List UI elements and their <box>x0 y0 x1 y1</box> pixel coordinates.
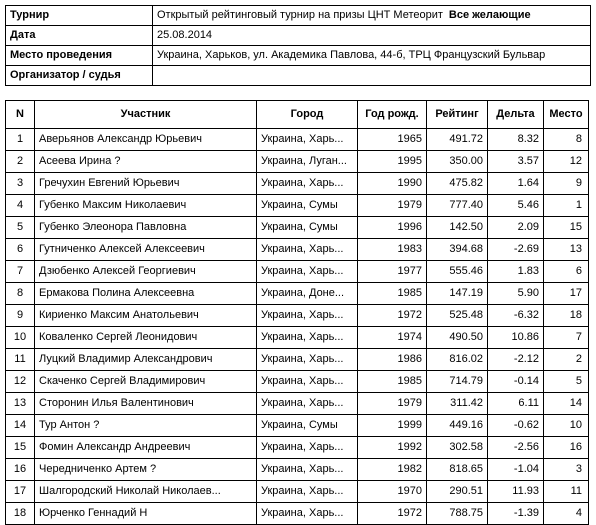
cell-birth-year: 1977 <box>358 261 427 283</box>
cell-place: 10 <box>544 415 589 437</box>
table-row <box>6 481 589 503</box>
cell-city: Украина, Харь... <box>257 437 358 459</box>
table-row <box>6 393 589 415</box>
cell-delta: 8.32 <box>488 129 544 151</box>
organizer-value <box>153 66 591 86</box>
cell-delta: 2.09 <box>488 217 544 239</box>
cell-city: Украина, Харь... <box>257 481 358 503</box>
cell-place: 3 <box>544 459 589 481</box>
cell-number: 18 <box>6 503 35 525</box>
cell-rating: 788.75 <box>427 503 488 525</box>
cell-rating: 490.50 <box>427 327 488 349</box>
cell-participant: Тур Антон ? <box>35 415 257 437</box>
cell-birth-year: 1999 <box>358 415 427 437</box>
cell-delta: -2.12 <box>488 349 544 371</box>
cell-rating: 777.40 <box>427 195 488 217</box>
cell-city: Украина, Харь... <box>257 129 358 151</box>
cell-birth-year: 1983 <box>358 239 427 261</box>
cell-number: 1 <box>6 129 35 151</box>
cell-birth-year: 1974 <box>358 327 427 349</box>
cell-participant: Губенко Элеонора Павловна <box>35 217 257 239</box>
header-number: N <box>6 101 35 129</box>
cell-rating: 302.58 <box>427 437 488 459</box>
header-delta: Дельта <box>488 101 544 129</box>
table-row <box>6 217 589 239</box>
cell-number: 2 <box>6 151 35 173</box>
cell-rating: 350.00 <box>427 151 488 173</box>
tournament-value-cell <box>153 6 591 26</box>
cell-city: Украина, Доне... <box>257 283 358 305</box>
cell-delta: 11.93 <box>488 481 544 503</box>
cell-delta: 6.11 <box>488 393 544 415</box>
cell-rating: 449.16 <box>427 415 488 437</box>
cell-birth-year: 1985 <box>358 283 427 305</box>
cell-birth-year: 1972 <box>358 503 427 525</box>
cell-rating: 290.51 <box>427 481 488 503</box>
table-row <box>6 349 589 371</box>
date-value: 25.08.2014 <box>153 26 591 46</box>
cell-number: 17 <box>6 481 35 503</box>
cell-birth-year: 1985 <box>358 371 427 393</box>
cell-number: 12 <box>6 371 35 393</box>
cell-birth-year: 1990 <box>358 173 427 195</box>
cell-delta: -6.32 <box>488 305 544 327</box>
cell-place: 18 <box>544 305 589 327</box>
cell-delta: 5.46 <box>488 195 544 217</box>
cell-delta: 10.86 <box>488 327 544 349</box>
table-row <box>6 239 589 261</box>
cell-city: Украина, Харь... <box>257 371 358 393</box>
cell-participant: Коваленко Сергей Леонидович <box>35 327 257 349</box>
cell-place: 17 <box>544 283 589 305</box>
table-row <box>6 283 589 305</box>
header-place: Место <box>544 101 589 129</box>
cell-city: Украина, Сумы <box>257 217 358 239</box>
header-rating: Рейтинг <box>427 101 488 129</box>
cell-place: 1 <box>544 195 589 217</box>
cell-place: 12 <box>544 151 589 173</box>
cell-birth-year: 1965 <box>358 129 427 151</box>
cell-city: Украина, Харь... <box>257 173 358 195</box>
cell-delta: -2.69 <box>488 239 544 261</box>
cell-birth-year: 1979 <box>358 393 427 415</box>
cell-place: 8 <box>544 129 589 151</box>
cell-number: 9 <box>6 305 35 327</box>
cell-rating: 311.42 <box>427 393 488 415</box>
results-table <box>5 100 589 525</box>
cell-delta: 3.57 <box>488 151 544 173</box>
cell-delta: -1.39 <box>488 503 544 525</box>
cell-place: 9 <box>544 173 589 195</box>
cell-number: 11 <box>6 349 35 371</box>
cell-city: Украина, Харь... <box>257 239 358 261</box>
cell-delta: -2.56 <box>488 437 544 459</box>
results-header-row <box>6 101 589 129</box>
table-row <box>6 327 589 349</box>
cell-participant: Губенко Максим Николаевич <box>35 195 257 217</box>
cell-participant: Чередниченко Артем ? <box>35 459 257 481</box>
cell-place: 5 <box>544 371 589 393</box>
date-label: Дата <box>6 26 153 46</box>
cell-number: 10 <box>6 327 35 349</box>
header-participant: Участник <box>35 101 257 129</box>
cell-participant: Сторонин Илья Валентинович <box>35 393 257 415</box>
table-row <box>6 459 589 481</box>
table-row <box>6 437 589 459</box>
tournament-participants: Все желающие <box>448 9 531 21</box>
cell-place: 14 <box>544 393 589 415</box>
venue-label: Место проведения <box>6 46 153 66</box>
cell-city: Украина, Сумы <box>257 195 358 217</box>
cell-birth-year: 1992 <box>358 437 427 459</box>
cell-place: 6 <box>544 261 589 283</box>
cell-participant: Луцкий Владимир Александрович <box>35 349 257 371</box>
cell-place: 15 <box>544 217 589 239</box>
cell-place: 16 <box>544 437 589 459</box>
cell-participant: Аверьянов Александр Юрьевич <box>35 129 257 151</box>
table-row <box>6 173 589 195</box>
cell-participant: Ермакова Полина Алексеевна <box>35 283 257 305</box>
cell-rating: 142.50 <box>427 217 488 239</box>
organizer-label: Организатор / судья <box>6 66 153 86</box>
cell-participant: Фомин Александр Андреевич <box>35 437 257 459</box>
info-row-organizer <box>6 66 591 86</box>
cell-city: Украина, Луган... <box>257 151 358 173</box>
cell-number: 8 <box>6 283 35 305</box>
table-row <box>6 195 589 217</box>
cell-number: 13 <box>6 393 35 415</box>
cell-city: Украина, Харь... <box>257 327 358 349</box>
cell-number: 3 <box>6 173 35 195</box>
cell-rating: 714.79 <box>427 371 488 393</box>
cell-city: Украина, Сумы <box>257 415 358 437</box>
cell-number: 14 <box>6 415 35 437</box>
cell-rating: 525.48 <box>427 305 488 327</box>
table-row <box>6 503 589 525</box>
info-row-venue <box>6 46 591 66</box>
cell-participant: Асеева Ирина ? <box>35 151 257 173</box>
table-row <box>6 151 589 173</box>
header-birth-year: Год рожд. <box>358 101 427 129</box>
tournament-label: Турнир <box>6 6 153 26</box>
cell-place: 2 <box>544 349 589 371</box>
cell-delta: 1.64 <box>488 173 544 195</box>
cell-participant: Шалгородский Николай Николаев... <box>35 481 257 503</box>
cell-birth-year: 1995 <box>358 151 427 173</box>
cell-place: 13 <box>544 239 589 261</box>
cell-delta: 1.83 <box>488 261 544 283</box>
cell-birth-year: 1972 <box>358 305 427 327</box>
cell-city: Украина, Харь... <box>257 305 358 327</box>
table-row <box>6 371 589 393</box>
cell-delta: 5.90 <box>488 283 544 305</box>
tournament-name: Открытый рейтинговый турнир на призы ЦНТ Метеорит <box>157 9 443 21</box>
cell-participant: Гутниченко Алексей Алексеевич <box>35 239 257 261</box>
cell-city: Украина, Харь... <box>257 459 358 481</box>
cell-city: Украина, Харь... <box>257 261 358 283</box>
cell-place: 11 <box>544 481 589 503</box>
cell-participant: Кириенко Максим Анатольевич <box>35 305 257 327</box>
cell-rating: 475.82 <box>427 173 488 195</box>
cell-birth-year: 1982 <box>358 459 427 481</box>
cell-birth-year: 1996 <box>358 217 427 239</box>
cell-number: 6 <box>6 239 35 261</box>
cell-place: 7 <box>544 327 589 349</box>
cell-rating: 394.68 <box>427 239 488 261</box>
cell-participant: Юрченко Геннадий Н <box>35 503 257 525</box>
info-row-date <box>6 26 591 46</box>
cell-city: Украина, Харь... <box>257 503 358 525</box>
cell-birth-year: 1986 <box>358 349 427 371</box>
cell-number: 16 <box>6 459 35 481</box>
cell-rating: 147.19 <box>427 283 488 305</box>
results-body <box>6 129 589 525</box>
cell-rating: 491.72 <box>427 129 488 151</box>
cell-participant: Дзюбенко Алексей Георгиевич <box>35 261 257 283</box>
venue-value: Украина, Харьков, ул. Академика Павлова, 44-б, ТРЦ Французский Бульвар <box>153 46 591 66</box>
cell-rating: 816.02 <box>427 349 488 371</box>
cell-delta: -0.14 <box>488 371 544 393</box>
table-row <box>6 129 589 151</box>
cell-city: Украина, Харь... <box>257 349 358 371</box>
cell-delta: -0.62 <box>488 415 544 437</box>
cell-participant: Гречухин Евгений Юрьевич <box>35 173 257 195</box>
cell-number: 5 <box>6 217 35 239</box>
cell-number: 4 <box>6 195 35 217</box>
cell-rating: 555.46 <box>427 261 488 283</box>
table-row <box>6 261 589 283</box>
cell-birth-year: 1979 <box>358 195 427 217</box>
table-row <box>6 415 589 437</box>
tournament-info-table <box>5 5 591 86</box>
cell-place: 4 <box>544 503 589 525</box>
cell-number: 7 <box>6 261 35 283</box>
cell-delta: -1.04 <box>488 459 544 481</box>
table-row <box>6 305 589 327</box>
cell-city: Украина, Харь... <box>257 393 358 415</box>
header-city: Город <box>257 101 358 129</box>
cell-rating: 818.65 <box>427 459 488 481</box>
cell-number: 15 <box>6 437 35 459</box>
cell-participant: Скаченко Сергей Владимирович <box>35 371 257 393</box>
info-row-tournament <box>6 6 591 26</box>
cell-birth-year: 1970 <box>358 481 427 503</box>
